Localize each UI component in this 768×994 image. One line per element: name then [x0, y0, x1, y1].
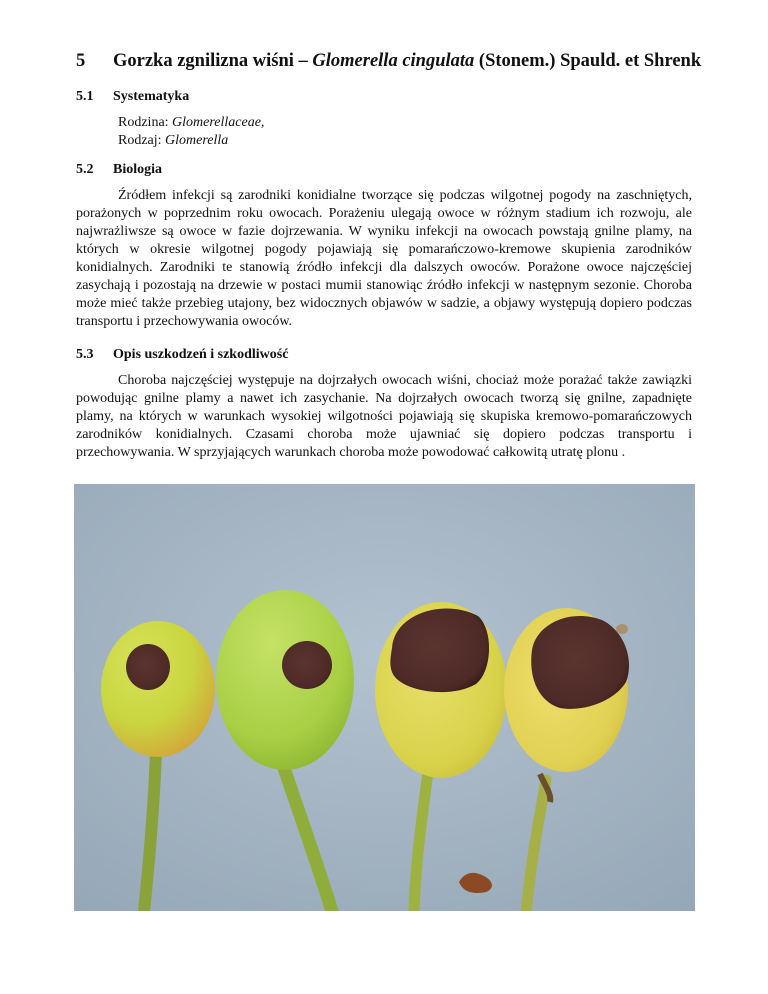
cherry-2	[216, 590, 354, 770]
section-5-heading	[76, 50, 716, 72]
section-5-1-heading	[76, 88, 189, 106]
systematics-block	[118, 114, 264, 150]
section-number: 5.1	[76, 89, 94, 104]
cherry-illustration	[74, 484, 695, 911]
lesion-2	[282, 641, 332, 689]
damage-paragraph: Choroba najczęściej występuje na dojrzałych owocach wiśni, chociaż może porażać także zawiązki powodując gnilne plamy a nawet ich zasychanie. Na dojrzałych owocach tworzą się gnilne, zapadnięte plamy, na których w warunkach wysokiej wilgotności pojawiają się skupiska kremowo-pomarańczowych zarodników konidialnych. Czasami choroba może ujawniać się dopiero podczas transportu i przechowywania. W sprzyjających warunkach choroba może powodować całkowitą utratę plonu .	[76, 373, 692, 460]
genus-value: Glomerella	[165, 133, 229, 148]
lesion-1	[126, 644, 170, 690]
section-title: Systematyka	[113, 89, 190, 104]
cherry-1	[101, 621, 215, 757]
lesion-4-spot	[616, 624, 628, 634]
section-title-suffix: (Stonem.) Spauld. et Shrenk	[474, 51, 702, 71]
species-name: Glomerella cingulata	[312, 51, 475, 71]
genus-label: Rodzaj:	[118, 133, 166, 148]
cherry-fruit-photo	[74, 484, 695, 911]
section-number: 5.2	[76, 162, 94, 177]
family-line	[118, 114, 264, 132]
family-label: Rodzina:	[118, 115, 173, 130]
section-title-prefix: Gorzka zgnilizna wiśni –	[113, 51, 313, 71]
biology-paragraph: Źródłem infekcji są zarodniki konidialne tworzące się podczas wilgotnej pogody na zaschniętych, porażonych w poprzednim roku owocach. Porażeniu ulegają owoce w różnym stadium ich rozwoju, ale najwrażliwsze są owoce w fazie dojrzewania. W wyniku infekcji na owocach powstają gnilne plamy, na których w okresie wilgotnej pogody pojawiają się pomarańczowo-kremowe skupienia zarodników konidialnych. Zarodniki te stanowią źródło infekcji dla dalszych owoców. Porażone owoce najczęściej zasychają i pozostają na drzewie w postaci mumii stanowiąc źródło infekcji w następnym sezonie. Choroba może mieć także przebieg utajony, bez widocznych objawów w sadzie, a objawy występują dopiero podczas transportu i przechowywania owoców.	[76, 188, 692, 329]
family-value: Glomerellaceae,	[172, 115, 265, 130]
section-title: Opis uszkodzeń i szkodliwość	[113, 347, 289, 362]
genus-line	[118, 132, 264, 150]
section-title: Biologia	[113, 162, 163, 177]
section-5-2-heading	[76, 161, 162, 179]
section-number: 5.3	[76, 347, 94, 362]
section-5-3-heading	[76, 346, 288, 364]
section-number: 5	[76, 51, 86, 71]
